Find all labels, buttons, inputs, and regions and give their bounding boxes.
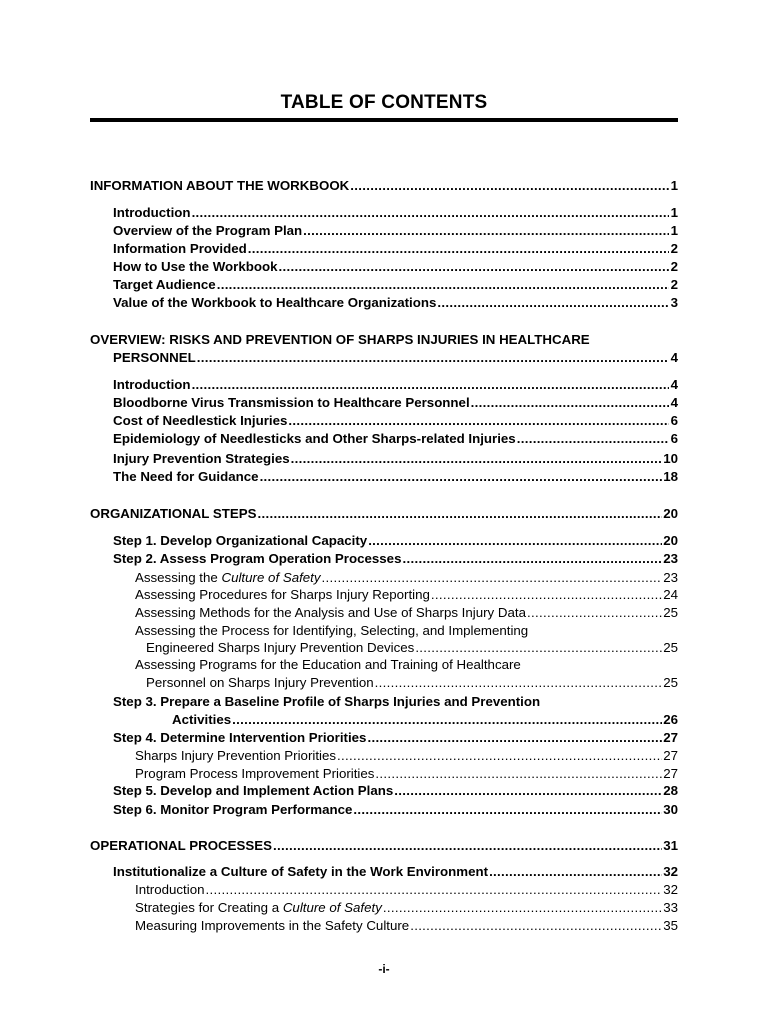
toc-leader (273, 837, 662, 855)
toc-entry-title: INFORMATION ABOUT THE WORKBOOK (90, 178, 350, 193)
toc-entry-title: Step 5. Develop and Implement Action Plans (113, 783, 394, 798)
toc-entry-page: 18 (663, 469, 678, 484)
toc-leader (471, 394, 669, 412)
toc-entry-page: 2 (670, 277, 678, 292)
toc-entry-page: 32 (663, 882, 678, 897)
toc-entry (113, 863, 678, 881)
toc-entry-page: 27 (663, 748, 678, 763)
toc-leader (394, 782, 662, 800)
toc-entry-title: Step 6. Monitor Program Performance (113, 802, 353, 817)
toc-leader (192, 204, 669, 222)
toc-subentry (135, 747, 678, 765)
toc-subentry (135, 604, 678, 622)
toc-entry (113, 412, 678, 430)
toc-section-entry (90, 177, 678, 195)
toc-entry-page: 6 (670, 413, 678, 428)
toc-entry-title: Epidemiology of Needlesticks and Other Sharps-related Injuries (113, 431, 516, 446)
toc-leader (415, 639, 662, 657)
toc-section-heading: OVERVIEW: RISKS AND PREVENTION OF SHARPS INJURIES IN HEALTHCARE (90, 332, 590, 347)
toc-leader (489, 863, 662, 881)
toc-subentry (135, 586, 678, 604)
toc-leader (279, 258, 670, 276)
toc-entry-page: 32 (663, 864, 678, 879)
toc-entry-title: The Need for Guidance (113, 469, 259, 484)
toc-subentry (135, 569, 678, 587)
toc-subentry (146, 674, 678, 692)
toc-entry-title: Value of the Workbook to Healthcare Organizations (113, 295, 437, 310)
toc-subentry (146, 639, 678, 657)
toc-entry (113, 782, 678, 800)
toc-entry-page: 28 (663, 783, 678, 798)
toc-section-entry (90, 505, 678, 523)
toc-entry-title: Assessing the Culture of Safety (135, 570, 321, 585)
toc-entry-page: 20 (663, 533, 678, 548)
toc-leader (192, 376, 669, 394)
toc-entry-title: Introduction (113, 377, 191, 392)
toc-entry (113, 294, 678, 312)
toc-leader (260, 468, 663, 486)
toc-entry-page: 3 (670, 295, 678, 310)
toc-entry-page: 26 (663, 712, 678, 727)
toc-leader (248, 240, 669, 258)
toc-entry-title: Bloodborne Virus Transmission to Healthcare Personnel (113, 395, 470, 410)
page-number-footer: -i- (378, 962, 390, 976)
toc-section-entry (113, 349, 678, 367)
toc-entry-title: Assessing Procedures for Sharps Injury Reporting (135, 587, 430, 602)
toc-entry (113, 276, 678, 294)
toc-leader (322, 569, 663, 587)
toc-leader (303, 222, 669, 240)
toc-entry-title: Cost of Needlestick Injuries (113, 413, 288, 428)
toc-leader (517, 430, 669, 448)
toc-leader (350, 177, 669, 195)
toc-subentry-line: Assessing Programs for the Education and Training of Healthcare (135, 657, 521, 672)
toc-subentry (135, 881, 678, 899)
toc-entry (113, 258, 678, 276)
toc-leader (205, 881, 662, 899)
toc-leader (217, 276, 669, 294)
toc-entry-title: Introduction (113, 205, 191, 220)
toc-entry-title: Program Process Improvement Priorities (135, 766, 375, 781)
toc-entry (113, 240, 678, 258)
toc-entry-page: 4 (670, 350, 678, 365)
toc-leader (431, 586, 662, 604)
toc-entry-page: 10 (663, 451, 678, 466)
toc-entry-title: Engineered Sharps Injury Prevention Devices (146, 640, 415, 655)
toc-entry (113, 430, 678, 448)
toc-leader (197, 349, 669, 367)
toc-entry-page: 4 (670, 395, 678, 410)
toc-leader (367, 729, 662, 747)
title-rule (90, 118, 678, 122)
toc-entry (113, 801, 678, 819)
toc-entry (113, 376, 678, 394)
toc-entry-title: Assessing Methods for the Analysis and Use of Sharps Injury Data (135, 605, 526, 620)
toc-leader (288, 412, 669, 430)
toc-leader (375, 765, 662, 783)
toc-entry-title: Step 2. Assess Program Operation Processes (113, 551, 402, 566)
toc-entry (113, 550, 678, 568)
toc-subentry (135, 917, 678, 935)
toc-subentry (135, 899, 678, 917)
toc-entry (172, 711, 678, 729)
toc-entry-title: Overview of the Program Plan (113, 223, 303, 238)
toc-entry-title: Injury Prevention Strategies (113, 451, 290, 466)
toc-entry-page: 35 (663, 918, 678, 933)
toc-entry (113, 222, 678, 240)
toc-section-entry (90, 837, 678, 855)
toc-leader (410, 917, 662, 935)
toc-entry-page: 23 (663, 570, 678, 585)
toc-entry (113, 729, 678, 747)
toc-entry-page: 2 (670, 259, 678, 274)
toc-entry-title: Step 1. Develop Organizational Capacity (113, 533, 368, 548)
toc-leader (368, 532, 662, 550)
toc-entry-title: PERSONNEL (113, 350, 196, 365)
toc-entry-title: Introduction (135, 882, 205, 897)
toc-leader (383, 899, 662, 917)
toc-entry-title: Strategies for Creating a Culture of Safety (135, 900, 382, 915)
toc-entry (113, 204, 678, 222)
toc-leader (257, 505, 662, 523)
toc-entry-line: Step 3. Prepare a Baseline Profile of Sharps Injuries and Prevention (113, 694, 541, 709)
toc-entry-title: Step 4. Determine Intervention Priorities (113, 730, 367, 745)
page-title: TABLE OF CONTENTS (280, 92, 488, 113)
toc-entry-page: 27 (663, 730, 678, 745)
toc-entry-page: 1 (670, 178, 678, 193)
toc-entry-page: 1 (670, 205, 678, 220)
toc-entry (113, 532, 678, 550)
toc-entry-page: 25 (663, 605, 678, 620)
toc-leader (337, 747, 662, 765)
toc-entry-title: How to Use the Workbook (113, 259, 278, 274)
toc-entry-title: Information Provided (113, 241, 247, 256)
toc-entry-page: 4 (670, 377, 678, 392)
toc-leader (527, 604, 662, 622)
toc-entry-title: Activities (172, 712, 232, 727)
toc-entry-page: 25 (663, 640, 678, 655)
toc-entry-title: Measuring Improvements in the Safety Culture (135, 918, 410, 933)
toc-entry-page: 6 (670, 431, 678, 446)
toc-entry-page: 24 (663, 587, 678, 602)
toc-entry (113, 450, 678, 468)
toc-entry (113, 468, 678, 486)
toc-leader (353, 801, 662, 819)
toc-entry-page: 2 (670, 241, 678, 256)
toc-entry-page: 25 (663, 675, 678, 690)
toc-entry-title: ORGANIZATIONAL STEPS (90, 506, 257, 521)
toc-leader (375, 674, 663, 692)
toc-entry-title: Target Audience (113, 277, 216, 292)
toc-entry-title: Institutionalize a Culture of Safety in the Work Environment (113, 864, 489, 879)
toc-entry-page: 20 (663, 506, 678, 521)
toc-entry-page: 27 (663, 766, 678, 781)
toc-entry-title: OPERATIONAL PROCESSES (90, 838, 273, 853)
toc-entry (113, 394, 678, 412)
toc-entry-page: 33 (663, 900, 678, 915)
toc-leader (291, 450, 663, 468)
toc-entry-page: 30 (663, 802, 678, 817)
toc-leader (232, 711, 662, 729)
toc-entry-title: Personnel on Sharps Injury Prevention (146, 675, 374, 690)
toc-entry-page: 31 (663, 838, 678, 853)
toc-subentry (135, 765, 678, 783)
toc-entry-page: 1 (670, 223, 678, 238)
toc-entry-title: Sharps Injury Prevention Priorities (135, 748, 337, 763)
toc-leader (437, 294, 669, 312)
toc-leader (402, 550, 662, 568)
toc-entry-page: 23 (663, 551, 678, 566)
toc-subentry-line: Assessing the Process for Identifying, Selecting, and Implementing (135, 623, 529, 638)
